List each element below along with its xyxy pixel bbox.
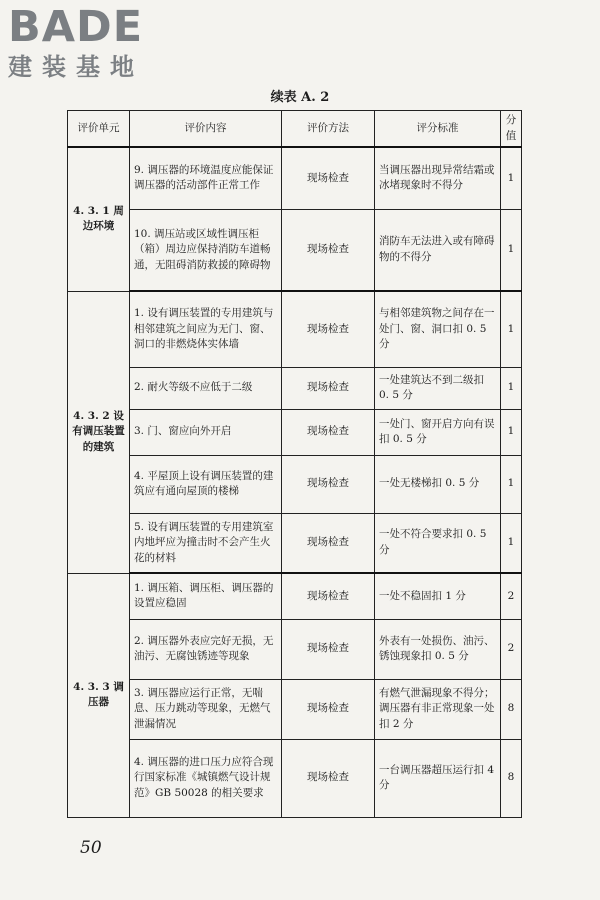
- method-cell: 现场检查: [282, 209, 375, 291]
- table-row: [68, 409, 522, 455]
- table-header-row: [68, 111, 522, 148]
- score-cell: 2: [501, 573, 522, 619]
- standard-cell: 一台调压器超压运行扣 4 分: [375, 739, 501, 817]
- method-cell: 现场检查: [282, 455, 375, 513]
- score-cell: 1: [501, 409, 522, 455]
- standard-cell: 一处不稳固扣 1 分: [375, 573, 501, 619]
- table-row: [68, 291, 522, 367]
- header-method: 评价方法: [282, 111, 375, 148]
- standard-cell: 一处门、窗开启方向有误扣 0. 5 分: [375, 409, 501, 455]
- evaluation-table: [67, 110, 522, 818]
- score-cell: 1: [501, 209, 522, 291]
- table-row: [68, 147, 522, 209]
- content-cell: 1. 设有调压装置的专用建筑与相邻建筑之间应为无门、窗、洞口的非燃烧体实体墙: [130, 291, 282, 367]
- content-cell: 5. 设有调压装置的专用建筑室内地坪应为撞击时不会产生火花的材料: [130, 513, 282, 573]
- content-cell: 2. 调压器外表应完好无损，无油污、无腐蚀锈迹等现象: [130, 619, 282, 679]
- table-row: [68, 573, 522, 619]
- standard-cell: 与相邻建筑物之间存在一处门、窗、洞口扣 0. 5 分: [375, 291, 501, 367]
- score-cell: 1: [501, 291, 522, 367]
- method-cell: 现场检查: [282, 679, 375, 739]
- content-cell: 10. 调压站或区域性调压柜（箱）周边应保持消防车道畅通，无阻碍消防救援的障碍物: [130, 209, 282, 291]
- content-cell: 3. 门、窗应向外开启: [130, 409, 282, 455]
- standard-cell: 外表有一处损伤、油污、锈蚀现象扣 0. 5 分: [375, 619, 501, 679]
- standard-cell: 一处不符合要求扣 0. 5 分: [375, 513, 501, 573]
- content-cell: 4. 调压器的进口压力应符合现行国家标准《城镇燃气设计规范》GB 50028 的相关要求: [130, 739, 282, 817]
- table-row: [68, 367, 522, 409]
- method-cell: 现场检查: [282, 147, 375, 209]
- score-cell: 1: [501, 147, 522, 209]
- logo-wordmark: BADE: [8, 2, 144, 52]
- method-cell: 现场检查: [282, 573, 375, 619]
- content-cell: 2. 耐火等级不应低于二级: [130, 367, 282, 409]
- score-cell: 8: [501, 739, 522, 817]
- method-cell: 现场检查: [282, 367, 375, 409]
- method-cell: 现场检查: [282, 409, 375, 455]
- method-cell: 现场检查: [282, 513, 375, 573]
- unit-cell: 4. 3. 3 调压器: [68, 573, 130, 817]
- unit-cell: 4. 3. 1 周边环境: [68, 147, 130, 291]
- table-row: [68, 679, 522, 739]
- content-cell: 1. 调压箱、调压柜、调压器的设置应稳固: [130, 573, 282, 619]
- content-cell: 3. 调压器应运行正常，无喘息、压力跳动等现象，无燃气泄漏情况: [130, 679, 282, 739]
- score-cell: 8: [501, 679, 522, 739]
- standard-cell: 一处无楼梯扣 0. 5 分: [375, 455, 501, 513]
- header-standard: 评分标准: [375, 111, 501, 148]
- brand-logo: [8, 4, 178, 82]
- header-score: 分值: [501, 111, 522, 148]
- standard-cell: 消防车无法进入或有障碍物的不得分: [375, 209, 501, 291]
- method-cell: 现场检查: [282, 291, 375, 367]
- header-unit: 评价单元: [68, 111, 130, 148]
- page-number: 50: [80, 838, 102, 858]
- unit-cell: 4. 3. 2 设有调压装置的建筑: [68, 291, 130, 573]
- standard-cell: 当调压器出现异常结霜或冰堵现象时不得分: [375, 147, 501, 209]
- score-cell: 1: [501, 513, 522, 573]
- table-row: [68, 209, 522, 291]
- score-cell: 1: [501, 455, 522, 513]
- content-cell: 4. 平屋顶上设有调压装置的建筑应有通向屋顶的楼梯: [130, 455, 282, 513]
- table-row: [68, 455, 522, 513]
- method-cell: 现场检查: [282, 739, 375, 817]
- score-cell: 1: [501, 367, 522, 409]
- score-cell: 2: [501, 619, 522, 679]
- table-row: [68, 739, 522, 817]
- method-cell: 现场检查: [282, 619, 375, 679]
- table-row: [68, 619, 522, 679]
- content-cell: 9. 调压器的环境温度应能保证调压器的活动部件正常工作: [130, 147, 282, 209]
- header-content: 评价内容: [130, 111, 282, 148]
- logo-chinese-name: 建装基地: [8, 53, 144, 81]
- standard-cell: 一处建筑达不到二级扣 0. 5 分: [375, 367, 501, 409]
- standard-cell: 有燃气泄漏现象不得分；调压器有非正常现象一处扣 2 分: [375, 679, 501, 739]
- table-caption: 续表 A. 2: [270, 90, 330, 105]
- table-row: [68, 513, 522, 573]
